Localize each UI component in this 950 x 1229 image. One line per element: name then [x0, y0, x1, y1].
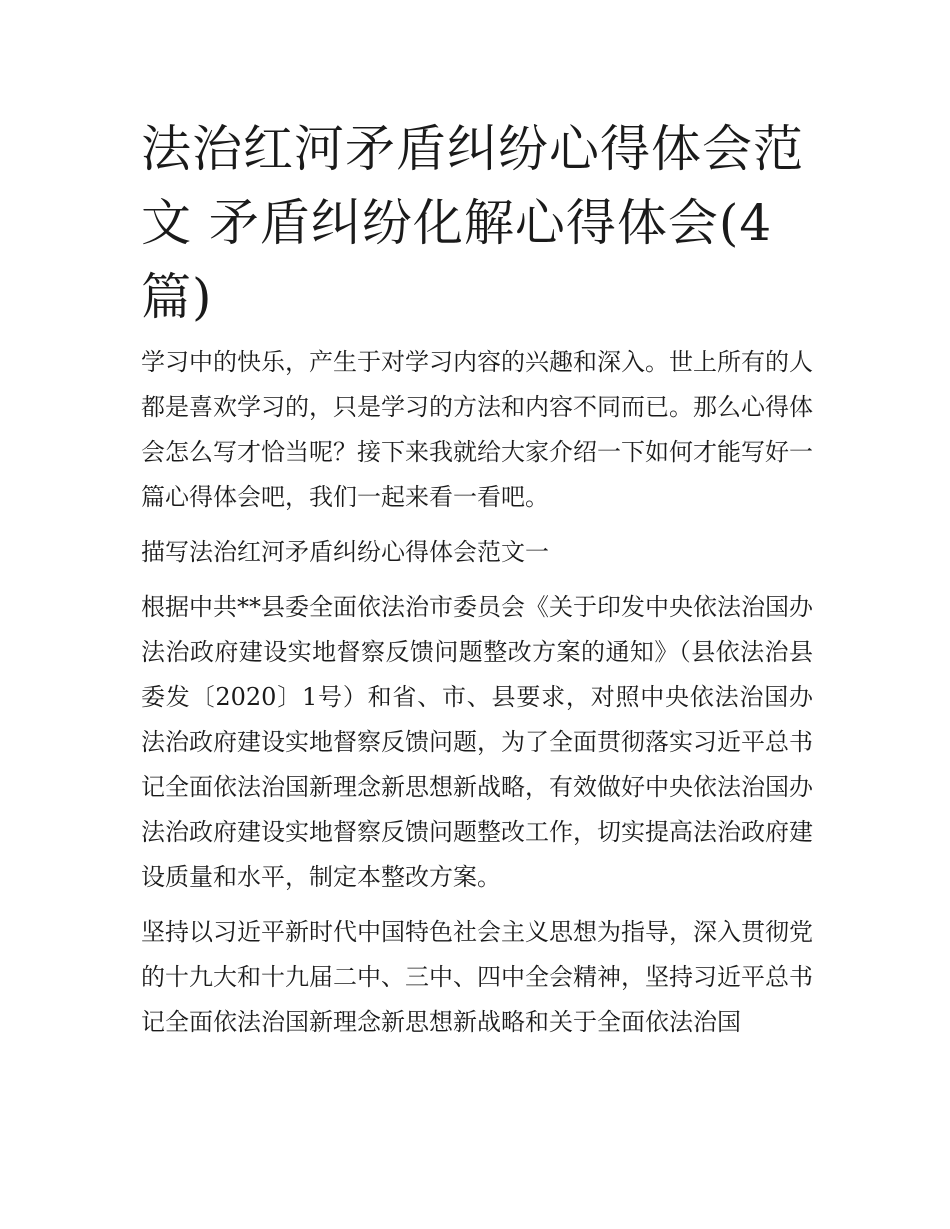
document-title: 法治红河矛盾纠纷心得体会范文 矛盾纠纷化解心得体会(4篇) [141, 120, 804, 326]
section-heading: 描写法治红河矛盾纠纷心得体会范文一 [141, 538, 549, 566]
body-paragraph: 坚持以习近平新时代中国特色社会主义思想为指导，深入贯彻党的十九大和十九届二中、三中、四中全会精神，坚持习近平总书记全面依法治国新理念新思想新战略和关于全面依法治国 [141, 918, 813, 1036]
intro-paragraph: 学习中的快乐，产生于对学习内容的兴趣和深入。世上所有的人都是喜欢学习的，只是学习的方法和内容不同而已。那么心得体会怎么写才恰当呢？接下来我就给大家介绍一下如何才能写好一篇心得体会吧，我们一起来看一看吧。 [141, 348, 813, 511]
body-paragraph: 根据中共**县委全面依法治市委员会《关于印发中央依法治国办法治政府建设实地督察反馈问题整改方案的通知》（县依法治县委发〔2020〕1号）和省、市、县要求，对照中央依法治国办法治政府建设实地督察反馈问题，为了全面贯彻落实习近平总书记全面依法治国新理念新思想新战略，有效做好中央依法治国办法治政府建设实地督察反馈问题整改工作，切实提高法治政府建设质量和水平，制定本整改方案。 [141, 593, 813, 891]
document-paragraphs [141, 340, 813, 1045]
document-body [141, 112, 813, 1055]
